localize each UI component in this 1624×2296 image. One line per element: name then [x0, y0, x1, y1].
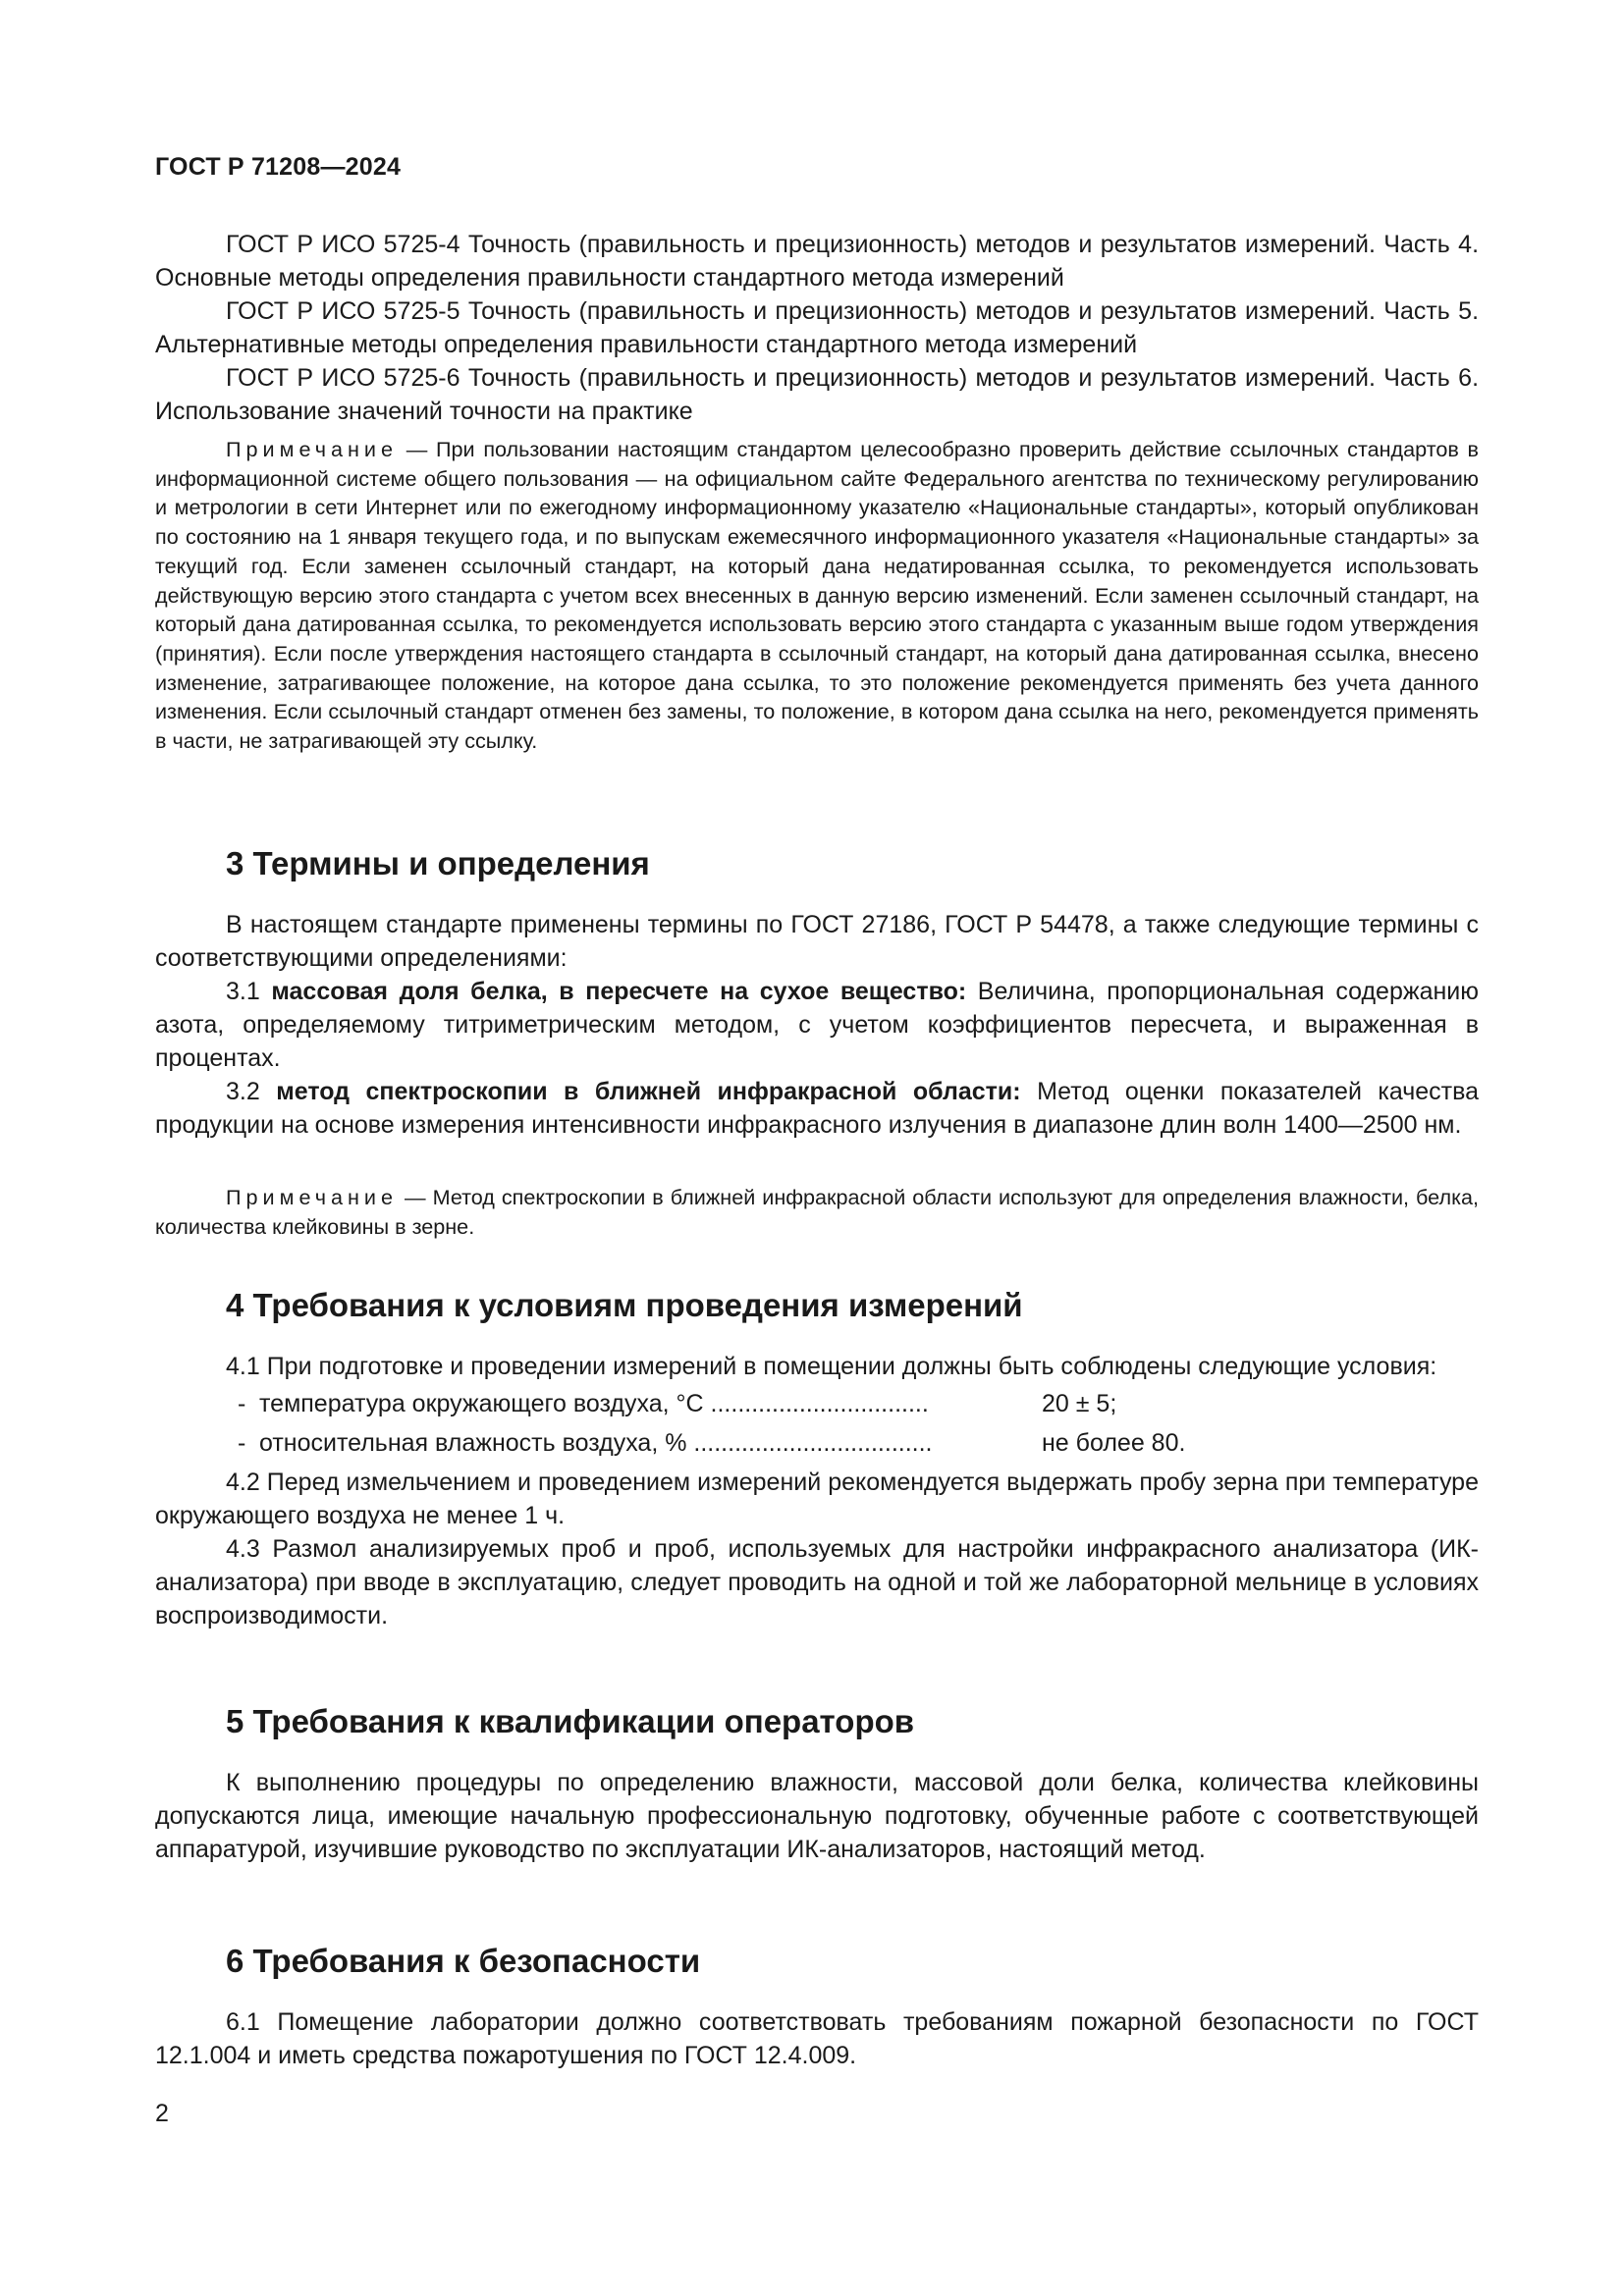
term-number: 3.2 [226, 1078, 260, 1105]
condition-label: относительная влажность воздуха, % ................................... [259, 1429, 933, 1457]
section-3-intro: В настоящем стандарте применены термины по ГОСТ 27186, ГОСТ Р 54478, а также следующие термины с соответствующими определениями: [155, 911, 1479, 972]
term-item [155, 975, 1479, 1075]
condition-item [155, 1387, 1479, 1426]
references-note [155, 435, 1479, 756]
page-number: 2 [155, 2100, 169, 2127]
reference-item [155, 294, 1479, 361]
reference-item [155, 361, 1479, 428]
section-5-title: 5 Требования к квалификации операторов [226, 1703, 915, 1739]
document-page [155, 0, 1479, 2296]
section-6-body [155, 2005, 1479, 2072]
section-4-p1: 4.1 При подготовке и проведении измерений в помещении должны быть соблюдены следующие условия: [226, 1353, 1437, 1380]
section-5-body [155, 1766, 1479, 1866]
reference-code: ГОСТ Р ИСО 5725-5 [226, 297, 460, 325]
reference-code: ГОСТ Р ИСО 5725-6 [226, 364, 460, 392]
term-name: метод спектроскопии в ближней инфракрасной области: [276, 1078, 1021, 1105]
references-list [155, 228, 1479, 428]
section-5-p1: К выполнению процедуры по определению влажности, массовой доли белка, количества клейковины допускаются лица, имеющие начальную профессиональную подготовку, обученные работе с соответствующей аппаратурой, изучившие руководство по эксплуатации ИК-анализаторов, настоящий метод. [155, 1769, 1479, 1863]
condition-label: температура окружающего воздуха, °С ................................ [259, 1390, 929, 1417]
section-3-title: 3 Термины и определения [226, 845, 650, 881]
section-6-title: 6 Требования к безопасности [226, 1943, 701, 1979]
section-6-p1: 6.1 Помещение лаборатории должно соответствовать требованиям пожарной безопасности по ГОСТ 12.1.004 и иметь средства пожаротушения по ГОСТ 12.4.009. [155, 2008, 1479, 2069]
term-name: массовая доля белка, в пересчете на сухое вещество: [271, 978, 967, 1005]
terms-note [155, 1183, 1479, 1241]
reference-text: Точность (правильность и прецизионность) методов и результатов измерений. Часть 4. Основные методы определения правильности стандартного метода измерений [155, 231, 1480, 292]
term-number: 3.1 [226, 978, 260, 1005]
note-text: — Метод спектроскопии в ближней инфракрасной области используют для определения влажности, белка, количества клейковины в зерне. [155, 1185, 1480, 1239]
condition-value: 20 ± 5; [1042, 1390, 1117, 1417]
note-text: — При пользовании настоящим стандартом целесообразно проверить действие ссылочных стандартов в информационной системе общего пользования — на официальном сайте Федерального агентства по техническому регулированию и метрологии в сети Интернет или по ежегодному информационному указателю «Национальные стандарты», который опубликован по состоянию на 1 января текущего года, и по выпускам ежемесячного информационного указателя «Национальные стандарты» за текущий год. Если заменен ссылочный стандарт, на который дана недатированная ссылка, то рекомендуется использовать действующую версию этого стандарта с учетом всех внесенных в данную версию изменений. Если заменен ссылочный стандарт, на который дана датированная ссылка, то рекомендуется использовать версию этого стандарта с указанным выше годом утверждения (принятия). Если после утверждения настоящего стандарта в ссылочный стандарт, на который дана датированная ссылка, внесено изменение, затрагивающее положение, на которое дана ссылка, то это положение рекомендуется применять без учета данного изменения. Если ссылочный стандарт отменен без замены, то положение, в котором дана ссылка на него, рекомендуется применять в части, не затрагивающей эту ссылку. [155, 437, 1480, 754]
note-label: Примечание [226, 1185, 398, 1209]
reference-text: Точность (правильность и прецизионность) методов и результатов измерений. Часть 6. Использование значений точности на практике [155, 364, 1480, 425]
document-header: ГОСТ Р 71208—2024 [155, 153, 402, 181]
section-4-p2: 4.2 Перед измельчением и проведением измерений рекомендуется выдержать пробу зерна при температуре окружающего воздуха не менее 1 ч. [155, 1468, 1479, 1529]
reference-code: ГОСТ Р ИСО 5725-4 [226, 231, 460, 258]
list-dash: - [238, 1429, 246, 1457]
list-dash: - [238, 1390, 246, 1417]
conditions-list [155, 1387, 1479, 1466]
section-4-p3: 4.3 Размол анализируемых проб и проб, используемых для настройки инфракрасного анализатора (ИК-анализатора) при вводе в эксплуатацию, следует проводить на одной и той же лабораторной мельнице в условиях воспроизводимости. [155, 1535, 1479, 1629]
section-4-title: 4 Требования к условиям проведения измерений [226, 1287, 1023, 1323]
section-4-body [155, 1350, 1479, 1632]
term-item [155, 1075, 1479, 1142]
term-definition: Величина, пропорциональная содержанию азота, определяемому титриметрическим методом, с учетом коэффициентов пересчета, и выраженная в процентах. [155, 978, 1479, 1072]
reference-text: Точность (правильность и прецизионность) методов и результатов измерений. Часть 5. Альтернативные методы определения правильности стандартного метода измерений [155, 297, 1480, 358]
note-label: Примечание [226, 437, 398, 461]
reference-item [155, 228, 1479, 294]
condition-value: не более 80. [1042, 1429, 1186, 1457]
term-definition: Метод оценки показателей качества продукции на основе измерения интенсивности инфракрасного излучения в диапазоне длин волн 1400—2500 нм. [155, 1078, 1480, 1139]
section-3-body [155, 908, 1479, 1142]
condition-item [155, 1426, 1479, 1466]
